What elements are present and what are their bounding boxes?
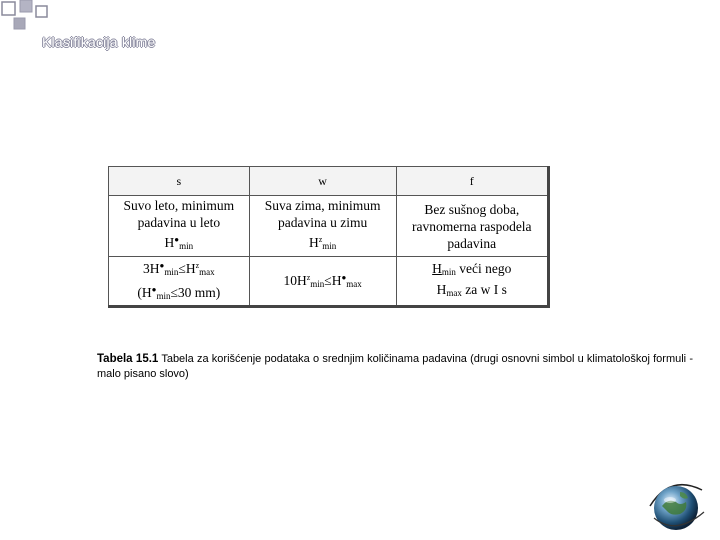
climate-table [108,166,550,308]
globe-icon [640,468,710,538]
table-header-row [109,167,549,196]
cell-s-formula: $3H^●_{min}\le H^z_{max}$ ($H^●_{min}\le 30$ mm) [109,257,250,307]
table-row [109,196,549,257]
cell-w-formula: $10H^z_{min}\le H^●_{max}$ [249,257,396,307]
slide-title: Klasifikacija klime [42,34,156,50]
cell-f-formula: $H_{min}$ veći nego $H_{max}$ za w I s [396,257,548,307]
header-f: f [396,167,548,196]
header-s: s [109,167,250,196]
caption-text: Tabela za korišćenje podataka o srednjim količinama padavina (drugi osnovni simbol u klimatološkoj formuli - malo pisano slovo) [97,353,693,380]
header-w: w [249,167,396,196]
cell-f-description: Bez sušnog doba, ravnomerna raspodela padavina [396,196,548,257]
table-row [109,257,549,307]
cell-w-description: Suva zima, minimum padavina u zimu $H^z_{min}$ [249,196,396,257]
table-caption [97,352,693,382]
caption-label: Tabela 15.1 [97,353,159,365]
cell-s-description: Suvo leto, minimum padavina u leto $H^●_{min}$ [109,196,250,257]
